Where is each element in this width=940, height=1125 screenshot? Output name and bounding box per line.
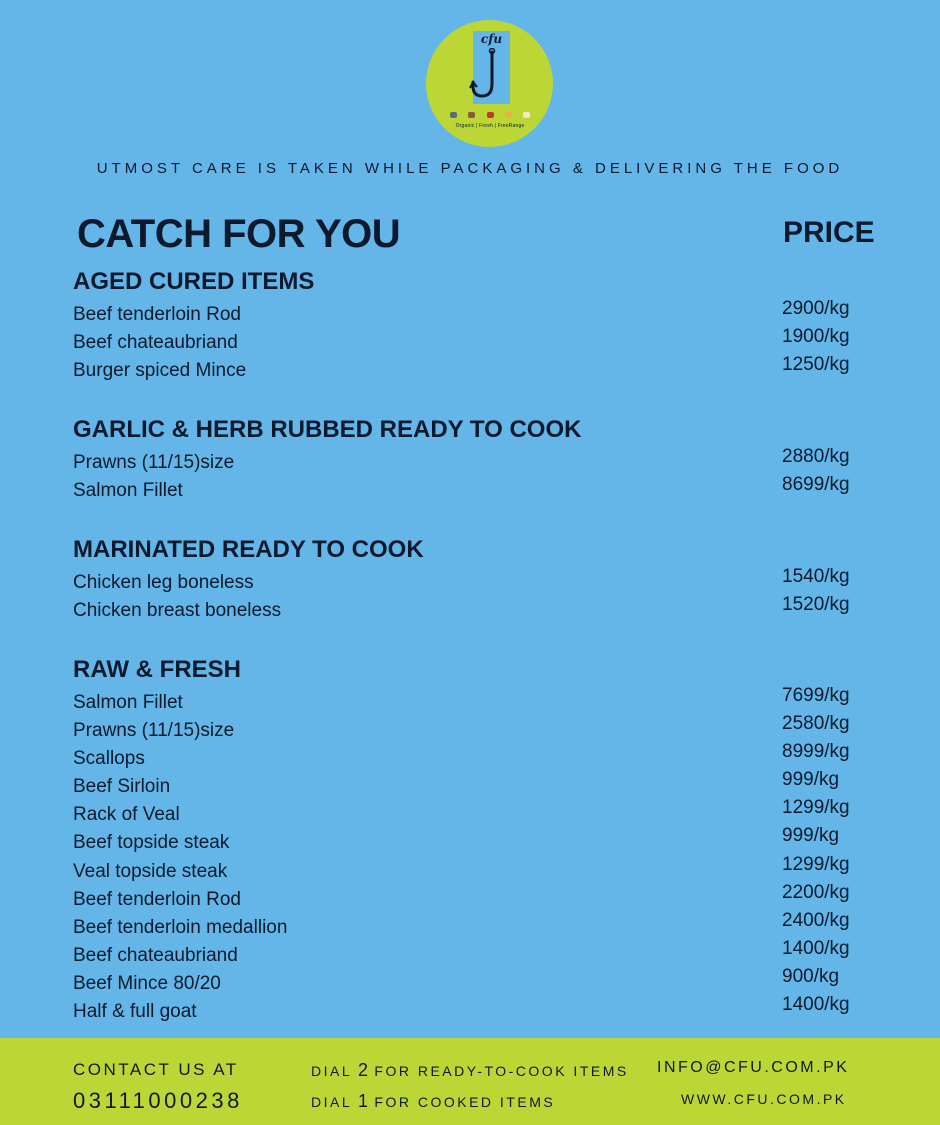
brand-logo xyxy=(426,20,553,147)
item-name: Beef tenderloin Rod xyxy=(73,304,241,325)
item-name: Beef tenderloin medallion xyxy=(73,917,288,938)
item-price: 2400/kg xyxy=(782,910,850,931)
logo-product-icons xyxy=(450,112,530,118)
contact-label: CONTACT US AT xyxy=(73,1060,239,1079)
item-name: Burger spiced Mince xyxy=(73,360,247,381)
item-price: 8699/kg xyxy=(782,474,850,495)
item-name: Beef Sirloin xyxy=(73,776,171,797)
dial-prefix: DIAL xyxy=(311,1063,352,1079)
item-price: 999/kg xyxy=(782,769,840,790)
fish-hook-icon xyxy=(468,48,508,100)
phone-number[interactable]: 03111000238 xyxy=(73,1088,243,1113)
item-name: Prawns (11/15)size xyxy=(73,720,235,741)
dial-number: 2 xyxy=(358,1060,369,1080)
item-price: 7699/kg xyxy=(782,685,850,706)
page-title: CATCH FOR YOU xyxy=(77,212,401,256)
item-name: Chicken breast boneless xyxy=(73,600,282,621)
email-link[interactable]: INFO@CFU.COM.PK xyxy=(657,1059,850,1076)
item-name: Beef Mince 80/20 xyxy=(73,973,221,994)
section-title: AGED CURED ITEMS xyxy=(73,268,315,295)
item-name: Salmon Fillet xyxy=(73,480,183,501)
tagline: UTMOST CARE IS TAKEN WHILE PACKAGING & DELIVERING THE FOOD xyxy=(96,160,844,177)
item-name: Chicken leg boneless xyxy=(73,572,254,593)
item-price: 2200/kg xyxy=(782,882,850,903)
item-name: Veal topside steak xyxy=(73,861,228,882)
item-name: Beef topside steak xyxy=(73,832,230,853)
price-column-header: PRICE xyxy=(783,216,875,249)
item-price: 1250/kg xyxy=(782,354,850,375)
item-price: 1299/kg xyxy=(782,797,850,818)
dial-cooked xyxy=(311,1091,555,1112)
item-name: Beef tenderloin Rod xyxy=(73,889,241,910)
item-price: 900/kg xyxy=(782,966,840,987)
item-price: 1520/kg xyxy=(782,594,850,615)
meat-icon xyxy=(487,112,494,118)
logo-text: cfu xyxy=(480,32,503,46)
item-name: Scallops xyxy=(73,748,145,769)
item-price: 2880/kg xyxy=(782,446,850,467)
item-price: 999/kg xyxy=(782,825,840,846)
dial-number: 1 xyxy=(358,1091,369,1111)
item-price: 1299/kg xyxy=(782,854,850,875)
section-title: RAW & FRESH xyxy=(73,656,241,683)
section-title: GARLIC & HERB RUBBED READY TO COOK xyxy=(73,416,582,443)
item-name: Beef chateaubriand xyxy=(73,945,238,966)
item-price: 1400/kg xyxy=(782,938,850,959)
dial-suffix: FOR COOKED ITEMS xyxy=(374,1094,556,1110)
chicken-icon xyxy=(523,112,530,118)
footer xyxy=(0,1038,940,1125)
item-price: 2900/kg xyxy=(782,298,850,319)
item-name: Beef chateaubriand xyxy=(73,332,238,353)
cheese-icon xyxy=(505,112,512,118)
item-price: 1540/kg xyxy=(782,566,850,587)
item-name: Prawns (11/15)size xyxy=(73,452,235,473)
website-link[interactable]: WWW.CFU.COM.PK xyxy=(681,1091,847,1107)
item-name: Rack of Veal xyxy=(73,804,180,825)
item-price: 1900/kg xyxy=(782,326,850,347)
item-name: Salmon Fillet xyxy=(73,692,183,713)
section-title: MARINATED READY TO COOK xyxy=(73,536,424,563)
item-price: 1400/kg xyxy=(782,994,850,1015)
dial-suffix: FOR READY-TO-COOK ITEMS xyxy=(374,1063,629,1079)
item-price: 2580/kg xyxy=(782,713,850,734)
cow-icon xyxy=(468,112,475,118)
fish-icon xyxy=(450,112,457,118)
item-name: Half & full goat xyxy=(73,1001,197,1022)
item-price: 8999/kg xyxy=(782,741,850,762)
dial-prefix: DIAL xyxy=(311,1094,352,1110)
logo-tagline: Organic | Fresh | FreeRange xyxy=(455,123,525,129)
dial-ready-to-cook xyxy=(311,1060,629,1081)
